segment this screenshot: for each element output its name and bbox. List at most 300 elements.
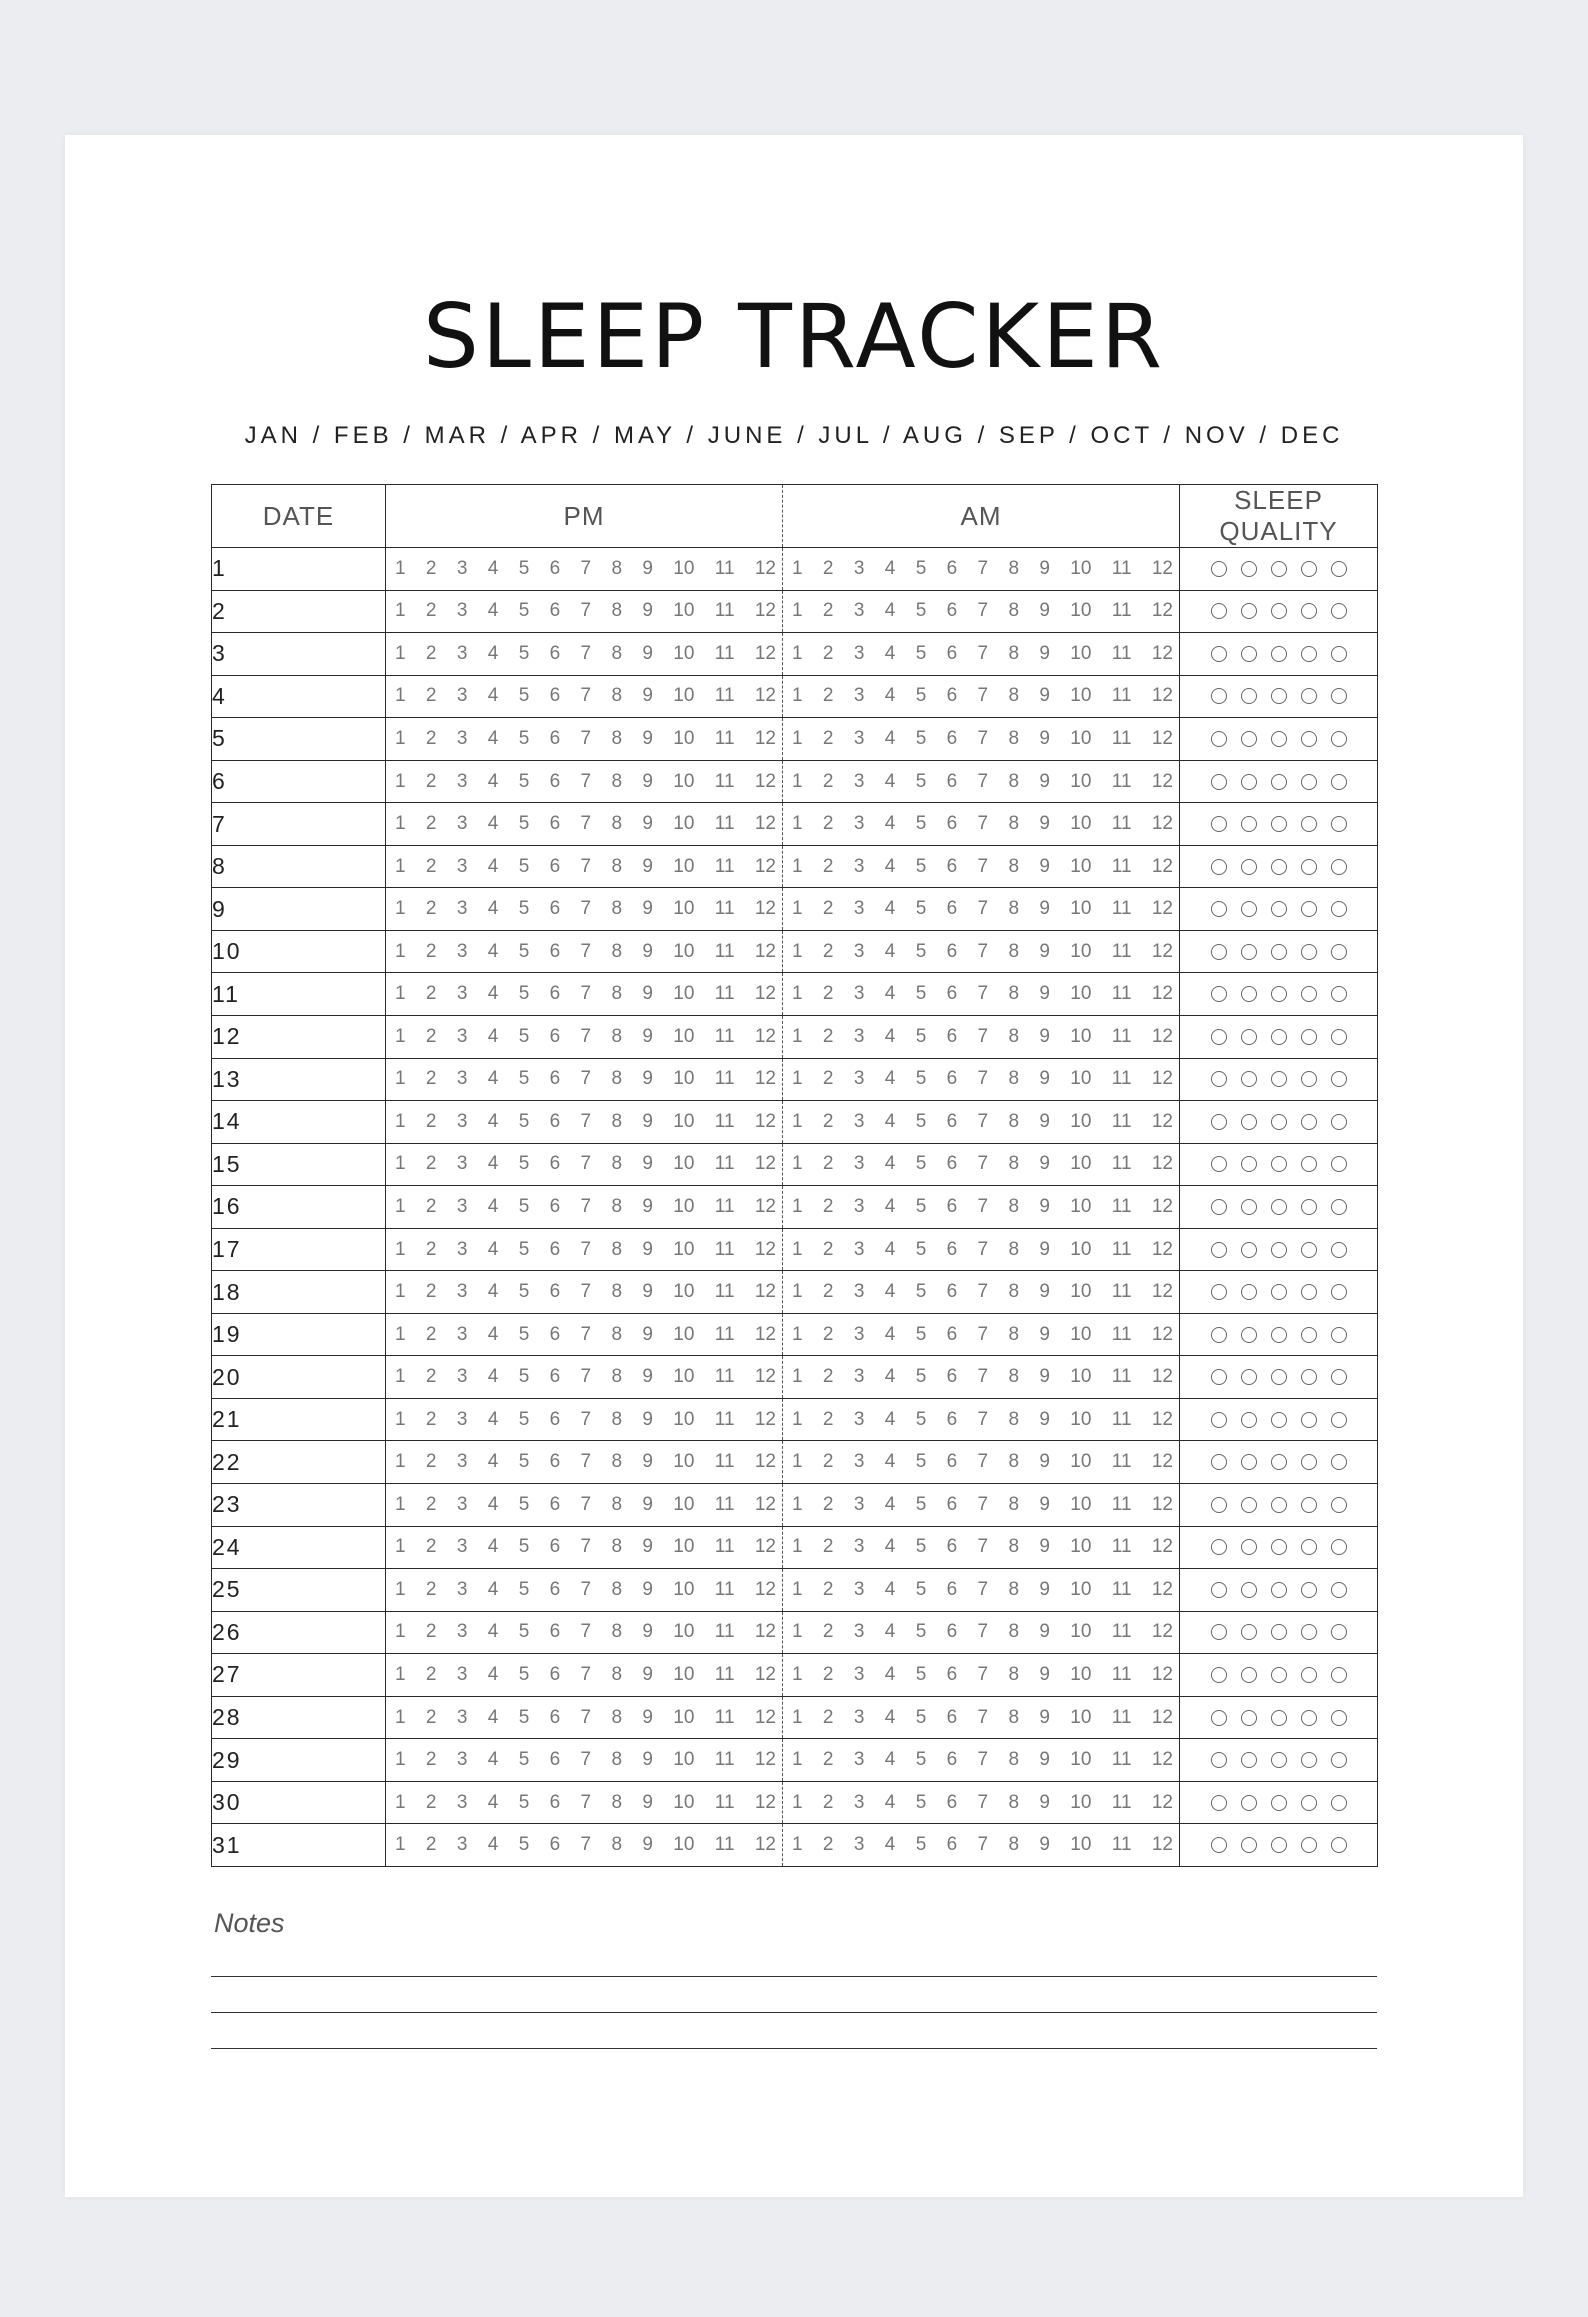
pm-hour-11[interactable]: 11 <box>714 1663 735 1685</box>
pm-hour-4[interactable]: 4 <box>487 898 499 920</box>
am-hour-6[interactable]: 6 <box>946 1153 958 1175</box>
am-hour-12[interactable]: 12 <box>1151 1323 1173 1345</box>
pm-hour-9[interactable]: 9 <box>642 600 653 622</box>
quality-circle-icon[interactable] <box>1211 731 1227 747</box>
pm-hour-7[interactable]: 7 <box>580 855 592 877</box>
am-hour-3[interactable]: 3 <box>853 1366 865 1388</box>
am-hour-6[interactable]: 6 <box>946 1323 958 1345</box>
am-hour-4[interactable]: 4 <box>884 898 896 920</box>
quality-circle-icon[interactable] <box>1271 1029 1287 1045</box>
pm-hour-8[interactable]: 8 <box>611 1281 623 1303</box>
am-hour-3[interactable]: 3 <box>853 1706 865 1728</box>
quality-circle-icon[interactable] <box>1271 1837 1287 1853</box>
quality-circle-icon[interactable] <box>1271 816 1287 832</box>
quality-circle-icon[interactable] <box>1301 1114 1317 1130</box>
am-hour-11[interactable]: 11 <box>1111 1366 1132 1388</box>
pm-hour-8[interactable]: 8 <box>611 1578 623 1600</box>
am-hour-7[interactable]: 7 <box>977 1791 989 1813</box>
am-hour-6[interactable]: 6 <box>946 1366 958 1388</box>
am-hour-2[interactable]: 2 <box>822 1706 834 1728</box>
pm-hour-8[interactable]: 8 <box>611 940 623 962</box>
pm-hour-3[interactable]: 3 <box>456 1025 468 1047</box>
am-hour-4[interactable]: 4 <box>884 1663 896 1685</box>
pm-hour-9[interactable]: 9 <box>642 1493 653 1515</box>
pm-hour-4[interactable]: 4 <box>487 1068 499 1090</box>
quality-circle-icon[interactable] <box>1271 1284 1287 1300</box>
am-hour-2[interactable]: 2 <box>822 685 834 707</box>
am-hour-6[interactable]: 6 <box>946 1536 958 1558</box>
am-hour-12[interactable]: 12 <box>1151 1493 1173 1515</box>
pm-hour-8[interactable]: 8 <box>611 1621 623 1643</box>
am-hour-4[interactable]: 4 <box>884 1536 896 1558</box>
quality-circle-icon[interactable] <box>1271 561 1287 577</box>
quality-circle-icon[interactable] <box>1301 986 1317 1002</box>
pm-hour-1[interactable]: 1 <box>395 1195 406 1217</box>
am-hour-2[interactable]: 2 <box>822 1451 834 1473</box>
am-hour-11[interactable]: 11 <box>1111 1408 1132 1430</box>
am-hour-9[interactable]: 9 <box>1039 1025 1050 1047</box>
quality-circle-icon[interactable] <box>1301 1837 1317 1853</box>
quality-circle-icon[interactable] <box>1241 901 1257 917</box>
am-hour-11[interactable]: 11 <box>1111 1451 1132 1473</box>
pm-hour-12[interactable]: 12 <box>754 1408 776 1430</box>
am-hour-8[interactable]: 8 <box>1008 1706 1020 1728</box>
am-hour-5[interactable]: 5 <box>915 1621 927 1643</box>
am-hour-3[interactable]: 3 <box>853 1068 865 1090</box>
pm-hour-5[interactable]: 5 <box>518 727 530 749</box>
am-hour-2[interactable]: 2 <box>822 898 834 920</box>
quality-circle-icon[interactable] <box>1301 1242 1317 1258</box>
pm-hour-10[interactable]: 10 <box>673 1451 695 1473</box>
am-hour-4[interactable]: 4 <box>884 1281 896 1303</box>
quality-circle-icon[interactable] <box>1331 1837 1347 1853</box>
am-hour-8[interactable]: 8 <box>1008 642 1020 664</box>
pm-hour-4[interactable]: 4 <box>487 1238 499 1260</box>
quality-circle-icon[interactable] <box>1271 1199 1287 1215</box>
am-hour-4[interactable]: 4 <box>884 1195 896 1217</box>
pm-hour-10[interactable]: 10 <box>673 1493 695 1515</box>
pm-hour-8[interactable]: 8 <box>611 1408 623 1430</box>
pm-hour-6[interactable]: 6 <box>549 685 561 707</box>
am-hour-4[interactable]: 4 <box>884 1366 896 1388</box>
quality-circle-icon[interactable] <box>1301 1624 1317 1640</box>
am-hour-10[interactable]: 10 <box>1070 1493 1092 1515</box>
pm-hour-1[interactable]: 1 <box>395 727 406 749</box>
pm-hour-6[interactable]: 6 <box>549 1451 561 1473</box>
pm-hour-3[interactable]: 3 <box>456 1536 468 1558</box>
quality-circle-icon[interactable] <box>1271 944 1287 960</box>
pm-hour-10[interactable]: 10 <box>673 1791 695 1813</box>
am-hour-2[interactable]: 2 <box>822 813 834 835</box>
pm-hour-9[interactable]: 9 <box>642 940 653 962</box>
pm-hour-6[interactable]: 6 <box>549 855 561 877</box>
pm-hour-5[interactable]: 5 <box>518 1238 530 1260</box>
pm-hour-5[interactable]: 5 <box>518 1621 530 1643</box>
quality-circle-icon[interactable] <box>1331 1071 1347 1087</box>
pm-hour-7[interactable]: 7 <box>580 1025 592 1047</box>
pm-hour-1[interactable]: 1 <box>395 1281 406 1303</box>
pm-hour-12[interactable]: 12 <box>754 1366 776 1388</box>
pm-hour-9[interactable]: 9 <box>642 1621 653 1643</box>
am-hour-1[interactable]: 1 <box>792 1153 803 1175</box>
pm-hour-8[interactable]: 8 <box>611 1323 623 1345</box>
am-hour-4[interactable]: 4 <box>884 1749 896 1771</box>
pm-hour-5[interactable]: 5 <box>518 1536 530 1558</box>
quality-circle-icon[interactable] <box>1211 1327 1227 1343</box>
am-hour-5[interactable]: 5 <box>915 1706 927 1728</box>
am-hour-1[interactable]: 1 <box>792 1451 803 1473</box>
am-hour-12[interactable]: 12 <box>1151 1663 1173 1685</box>
quality-circle-icon[interactable] <box>1271 731 1287 747</box>
am-hour-8[interactable]: 8 <box>1008 1663 1020 1685</box>
pm-hour-9[interactable]: 9 <box>642 1749 653 1771</box>
am-hour-4[interactable]: 4 <box>884 1791 896 1813</box>
pm-hour-6[interactable]: 6 <box>549 1281 561 1303</box>
am-hour-11[interactable]: 11 <box>1111 1706 1132 1728</box>
am-hour-12[interactable]: 12 <box>1151 770 1173 792</box>
pm-hour-9[interactable]: 9 <box>642 1153 653 1175</box>
am-hour-10[interactable]: 10 <box>1070 642 1092 664</box>
am-hour-3[interactable]: 3 <box>853 1834 865 1856</box>
pm-hour-5[interactable]: 5 <box>518 1493 530 1515</box>
quality-circle-icon[interactable] <box>1241 1156 1257 1172</box>
pm-hour-10[interactable]: 10 <box>673 855 695 877</box>
pm-hour-9[interactable]: 9 <box>642 1663 653 1685</box>
pm-hour-8[interactable]: 8 <box>611 1195 623 1217</box>
am-hour-11[interactable]: 11 <box>1111 727 1132 749</box>
am-hour-5[interactable]: 5 <box>915 898 927 920</box>
am-hour-3[interactable]: 3 <box>853 1408 865 1430</box>
am-hour-10[interactable]: 10 <box>1070 940 1092 962</box>
pm-hour-8[interactable]: 8 <box>611 1451 623 1473</box>
pm-hour-9[interactable]: 9 <box>642 1536 653 1558</box>
am-hour-8[interactable]: 8 <box>1008 685 1020 707</box>
pm-hour-12[interactable]: 12 <box>754 1025 776 1047</box>
am-hour-12[interactable]: 12 <box>1151 642 1173 664</box>
quality-circle-icon[interactable] <box>1211 1582 1227 1598</box>
am-hour-6[interactable]: 6 <box>946 1791 958 1813</box>
pm-hour-1[interactable]: 1 <box>395 983 406 1005</box>
pm-hour-2[interactable]: 2 <box>425 1408 437 1430</box>
pm-hour-10[interactable]: 10 <box>673 1195 695 1217</box>
quality-circle-icon[interactable] <box>1301 1497 1317 1513</box>
pm-hour-12[interactable]: 12 <box>754 685 776 707</box>
am-hour-7[interactable]: 7 <box>977 1536 989 1558</box>
pm-hour-3[interactable]: 3 <box>456 1791 468 1813</box>
pm-hour-7[interactable]: 7 <box>580 642 592 664</box>
pm-hour-4[interactable]: 4 <box>487 1110 499 1132</box>
am-hour-10[interactable]: 10 <box>1070 1281 1092 1303</box>
pm-hour-10[interactable]: 10 <box>673 600 695 622</box>
pm-hour-4[interactable]: 4 <box>487 1153 499 1175</box>
quality-circle-icon[interactable] <box>1211 1199 1227 1215</box>
pm-hour-10[interactable]: 10 <box>673 1749 695 1771</box>
am-hour-6[interactable]: 6 <box>946 1068 958 1090</box>
am-hour-11[interactable]: 11 <box>1111 898 1132 920</box>
am-hour-10[interactable]: 10 <box>1070 1068 1092 1090</box>
pm-hour-6[interactable]: 6 <box>549 600 561 622</box>
pm-hour-2[interactable]: 2 <box>425 1238 437 1260</box>
am-hour-1[interactable]: 1 <box>792 1238 803 1260</box>
am-hour-3[interactable]: 3 <box>853 855 865 877</box>
am-hour-1[interactable]: 1 <box>792 1578 803 1600</box>
am-hour-5[interactable]: 5 <box>915 855 927 877</box>
pm-hour-12[interactable]: 12 <box>754 1578 776 1600</box>
am-hour-2[interactable]: 2 <box>822 1281 834 1303</box>
pm-hour-2[interactable]: 2 <box>425 898 437 920</box>
notes-line[interactable] <box>211 2048 1377 2049</box>
am-hour-5[interactable]: 5 <box>915 770 927 792</box>
am-hour-4[interactable]: 4 <box>884 983 896 1005</box>
am-hour-10[interactable]: 10 <box>1070 855 1092 877</box>
quality-circle-icon[interactable] <box>1301 1752 1317 1768</box>
am-hour-10[interactable]: 10 <box>1070 1025 1092 1047</box>
pm-hour-11[interactable]: 11 <box>714 1025 735 1047</box>
am-hour-8[interactable]: 8 <box>1008 1025 1020 1047</box>
pm-hour-4[interactable]: 4 <box>487 727 499 749</box>
quality-circle-icon[interactable] <box>1241 688 1257 704</box>
pm-hour-2[interactable]: 2 <box>425 1621 437 1643</box>
pm-hour-10[interactable]: 10 <box>673 1281 695 1303</box>
am-hour-3[interactable]: 3 <box>853 1238 865 1260</box>
am-hour-8[interactable]: 8 <box>1008 1791 1020 1813</box>
pm-hour-12[interactable]: 12 <box>754 855 776 877</box>
am-hour-5[interactable]: 5 <box>915 1323 927 1345</box>
am-hour-12[interactable]: 12 <box>1151 1408 1173 1430</box>
am-hour-5[interactable]: 5 <box>915 1068 927 1090</box>
am-hour-9[interactable]: 9 <box>1039 1323 1050 1345</box>
quality-circle-icon[interactable] <box>1241 1497 1257 1513</box>
am-hour-6[interactable]: 6 <box>946 983 958 1005</box>
pm-hour-12[interactable]: 12 <box>754 1110 776 1132</box>
am-hour-1[interactable]: 1 <box>792 1493 803 1515</box>
am-hour-3[interactable]: 3 <box>853 1493 865 1515</box>
pm-hour-12[interactable]: 12 <box>754 1323 776 1345</box>
pm-hour-4[interactable]: 4 <box>487 940 499 962</box>
quality-circle-icon[interactable] <box>1211 1667 1227 1683</box>
quality-circle-icon[interactable] <box>1271 1327 1287 1343</box>
am-hour-9[interactable]: 9 <box>1039 1536 1050 1558</box>
pm-hour-12[interactable]: 12 <box>754 1238 776 1260</box>
quality-circle-icon[interactable] <box>1241 1795 1257 1811</box>
am-hour-12[interactable]: 12 <box>1151 1195 1173 1217</box>
pm-hour-4[interactable]: 4 <box>487 1621 499 1643</box>
am-hour-1[interactable]: 1 <box>792 1281 803 1303</box>
pm-hour-3[interactable]: 3 <box>456 855 468 877</box>
pm-hour-8[interactable]: 8 <box>611 642 623 664</box>
pm-hour-3[interactable]: 3 <box>456 727 468 749</box>
am-hour-8[interactable]: 8 <box>1008 1323 1020 1345</box>
am-hour-10[interactable]: 10 <box>1070 1621 1092 1643</box>
pm-hour-2[interactable]: 2 <box>425 1749 437 1771</box>
am-hour-9[interactable]: 9 <box>1039 642 1050 664</box>
quality-circle-icon[interactable] <box>1241 1242 1257 1258</box>
pm-hour-4[interactable]: 4 <box>487 1323 499 1345</box>
pm-hour-10[interactable]: 10 <box>673 642 695 664</box>
am-hour-2[interactable]: 2 <box>822 1791 834 1813</box>
am-hour-12[interactable]: 12 <box>1151 1749 1173 1771</box>
am-hour-4[interactable]: 4 <box>884 685 896 707</box>
pm-hour-2[interactable]: 2 <box>425 1663 437 1685</box>
pm-hour-7[interactable]: 7 <box>580 1578 592 1600</box>
pm-hour-10[interactable]: 10 <box>673 1536 695 1558</box>
pm-hour-5[interactable]: 5 <box>518 1791 530 1813</box>
pm-hour-5[interactable]: 5 <box>518 940 530 962</box>
pm-hour-12[interactable]: 12 <box>754 727 776 749</box>
pm-hour-1[interactable]: 1 <box>395 770 406 792</box>
am-hour-11[interactable]: 11 <box>1111 1749 1132 1771</box>
pm-hour-10[interactable]: 10 <box>673 770 695 792</box>
quality-circle-icon[interactable] <box>1241 1539 1257 1555</box>
pm-hour-5[interactable]: 5 <box>518 1706 530 1728</box>
pm-hour-2[interactable]: 2 <box>425 1834 437 1856</box>
am-hour-11[interactable]: 11 <box>1111 770 1132 792</box>
pm-hour-11[interactable]: 11 <box>714 1068 735 1090</box>
pm-hour-3[interactable]: 3 <box>456 1408 468 1430</box>
pm-hour-9[interactable]: 9 <box>642 813 653 835</box>
pm-hour-4[interactable]: 4 <box>487 1195 499 1217</box>
am-hour-2[interactable]: 2 <box>822 1366 834 1388</box>
am-hour-8[interactable]: 8 <box>1008 1834 1020 1856</box>
am-hour-9[interactable]: 9 <box>1039 1281 1050 1303</box>
am-hour-4[interactable]: 4 <box>884 1323 896 1345</box>
am-hour-4[interactable]: 4 <box>884 813 896 835</box>
pm-hour-6[interactable]: 6 <box>549 557 561 579</box>
quality-circle-icon[interactable] <box>1301 816 1317 832</box>
pm-hour-6[interactable]: 6 <box>549 1068 561 1090</box>
pm-hour-7[interactable]: 7 <box>580 813 592 835</box>
quality-circle-icon[interactable] <box>1331 1156 1347 1172</box>
quality-circle-icon[interactable] <box>1211 1369 1227 1385</box>
pm-hour-5[interactable]: 5 <box>518 1663 530 1685</box>
am-hour-3[interactable]: 3 <box>853 1791 865 1813</box>
quality-circle-icon[interactable] <box>1211 1795 1227 1811</box>
pm-hour-2[interactable]: 2 <box>425 1281 437 1303</box>
am-hour-7[interactable]: 7 <box>977 1578 989 1600</box>
pm-hour-11[interactable]: 11 <box>714 1451 735 1473</box>
quality-circle-icon[interactable] <box>1211 1454 1227 1470</box>
am-hour-10[interactable]: 10 <box>1070 557 1092 579</box>
am-hour-11[interactable]: 11 <box>1111 1536 1132 1558</box>
quality-circle-icon[interactable] <box>1331 1752 1347 1768</box>
am-hour-4[interactable]: 4 <box>884 642 896 664</box>
pm-hour-3[interactable]: 3 <box>456 1493 468 1515</box>
am-hour-12[interactable]: 12 <box>1151 813 1173 835</box>
quality-circle-icon[interactable] <box>1301 1454 1317 1470</box>
pm-hour-1[interactable]: 1 <box>395 1110 406 1132</box>
pm-hour-1[interactable]: 1 <box>395 1451 406 1473</box>
pm-hour-7[interactable]: 7 <box>580 1749 592 1771</box>
pm-hour-11[interactable]: 11 <box>714 1791 735 1813</box>
notes-line[interactable] <box>211 1976 1377 1977</box>
quality-circle-icon[interactable] <box>1211 1752 1227 1768</box>
am-hour-6[interactable]: 6 <box>946 1025 958 1047</box>
quality-circle-icon[interactable] <box>1271 1795 1287 1811</box>
am-hour-12[interactable]: 12 <box>1151 1153 1173 1175</box>
pm-hour-5[interactable]: 5 <box>518 1068 530 1090</box>
pm-hour-9[interactable]: 9 <box>642 1834 653 1856</box>
am-hour-1[interactable]: 1 <box>792 855 803 877</box>
am-hour-7[interactable]: 7 <box>977 1451 989 1473</box>
am-hour-2[interactable]: 2 <box>822 1749 834 1771</box>
am-hour-5[interactable]: 5 <box>915 1366 927 1388</box>
quality-circle-icon[interactable] <box>1301 1199 1317 1215</box>
quality-circle-icon[interactable] <box>1241 1369 1257 1385</box>
pm-hour-2[interactable]: 2 <box>425 770 437 792</box>
am-hour-10[interactable]: 10 <box>1070 1791 1092 1813</box>
pm-hour-5[interactable]: 5 <box>518 685 530 707</box>
pm-hour-4[interactable]: 4 <box>487 1408 499 1430</box>
am-hour-12[interactable]: 12 <box>1151 940 1173 962</box>
pm-hour-8[interactable]: 8 <box>611 898 623 920</box>
quality-circle-icon[interactable] <box>1271 1497 1287 1513</box>
pm-hour-1[interactable]: 1 <box>395 1153 406 1175</box>
am-hour-8[interactable]: 8 <box>1008 813 1020 835</box>
pm-hour-7[interactable]: 7 <box>580 983 592 1005</box>
am-hour-7[interactable]: 7 <box>977 1621 989 1643</box>
am-hour-4[interactable]: 4 <box>884 1578 896 1600</box>
quality-circle-icon[interactable] <box>1301 1156 1317 1172</box>
pm-hour-7[interactable]: 7 <box>580 1408 592 1430</box>
pm-hour-6[interactable]: 6 <box>549 1663 561 1685</box>
am-hour-7[interactable]: 7 <box>977 1323 989 1345</box>
am-hour-11[interactable]: 11 <box>1111 1110 1132 1132</box>
pm-hour-7[interactable]: 7 <box>580 1366 592 1388</box>
am-hour-5[interactable]: 5 <box>915 600 927 622</box>
pm-hour-9[interactable]: 9 <box>642 642 653 664</box>
pm-hour-10[interactable]: 10 <box>673 1153 695 1175</box>
am-hour-7[interactable]: 7 <box>977 1493 989 1515</box>
pm-hour-9[interactable]: 9 <box>642 727 653 749</box>
am-hour-3[interactable]: 3 <box>853 1153 865 1175</box>
pm-hour-5[interactable]: 5 <box>518 642 530 664</box>
pm-hour-11[interactable]: 11 <box>714 983 735 1005</box>
quality-circle-icon[interactable] <box>1331 646 1347 662</box>
pm-hour-1[interactable]: 1 <box>395 1025 406 1047</box>
pm-hour-5[interactable]: 5 <box>518 1366 530 1388</box>
pm-hour-7[interactable]: 7 <box>580 1706 592 1728</box>
pm-hour-7[interactable]: 7 <box>580 557 592 579</box>
am-hour-8[interactable]: 8 <box>1008 1281 1020 1303</box>
pm-hour-7[interactable]: 7 <box>580 940 592 962</box>
am-hour-11[interactable]: 11 <box>1111 642 1132 664</box>
am-hour-8[interactable]: 8 <box>1008 898 1020 920</box>
quality-circle-icon[interactable] <box>1211 986 1227 1002</box>
pm-hour-3[interactable]: 3 <box>456 1749 468 1771</box>
am-hour-10[interactable]: 10 <box>1070 1663 1092 1685</box>
pm-hour-11[interactable]: 11 <box>714 855 735 877</box>
quality-circle-icon[interactable] <box>1331 1029 1347 1045</box>
am-hour-7[interactable]: 7 <box>977 1706 989 1728</box>
am-hour-3[interactable]: 3 <box>853 642 865 664</box>
pm-hour-9[interactable]: 9 <box>642 855 653 877</box>
pm-hour-3[interactable]: 3 <box>456 1068 468 1090</box>
am-hour-9[interactable]: 9 <box>1039 770 1050 792</box>
pm-hour-9[interactable]: 9 <box>642 1791 653 1813</box>
quality-circle-icon[interactable] <box>1331 1497 1347 1513</box>
quality-circle-icon[interactable] <box>1211 603 1227 619</box>
am-hour-9[interactable]: 9 <box>1039 1621 1050 1643</box>
am-hour-4[interactable]: 4 <box>884 1706 896 1728</box>
am-hour-11[interactable]: 11 <box>1111 1578 1132 1600</box>
pm-hour-2[interactable]: 2 <box>425 940 437 962</box>
am-hour-5[interactable]: 5 <box>915 557 927 579</box>
am-hour-7[interactable]: 7 <box>977 1068 989 1090</box>
pm-hour-10[interactable]: 10 <box>673 1025 695 1047</box>
pm-hour-11[interactable]: 11 <box>714 685 735 707</box>
pm-hour-11[interactable]: 11 <box>714 1621 735 1643</box>
am-hour-12[interactable]: 12 <box>1151 1834 1173 1856</box>
